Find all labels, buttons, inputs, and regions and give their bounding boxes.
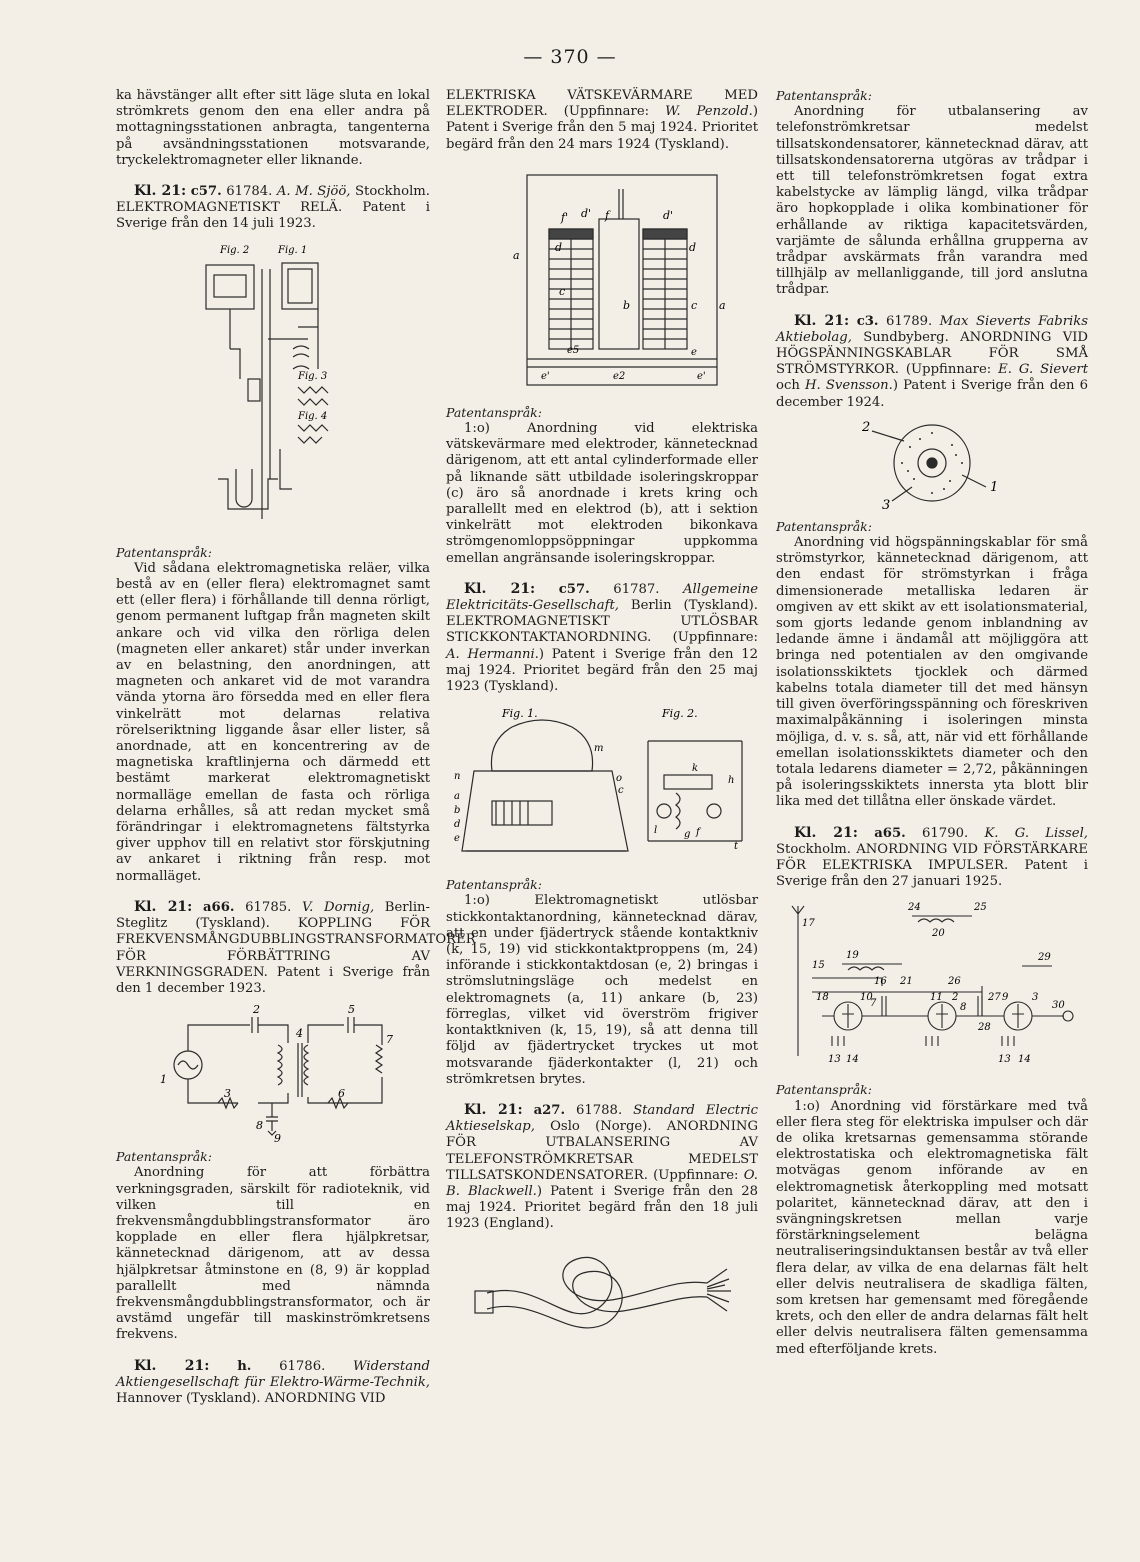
intro-paragraph: ka hävstänger allt efter sitt läge sluta en lokal strömkrets genom den ena eller andra på mottagningsstationen anbragta, tangenterna på avsändningsstationen motsvarande, tryckelektromagneter eller liknande. [116, 88, 430, 168]
fig-label: 19 [846, 950, 859, 962]
fig-label: 26 [948, 976, 961, 988]
fig-label: 6 [338, 1087, 345, 1101]
fig-label: 11 [930, 992, 943, 1004]
fig-label: 13 [998, 1054, 1011, 1066]
fig-label: 16 [874, 976, 887, 988]
fig-label: 4 [296, 1027, 303, 1041]
entry-title: Kl. 21: c57. 61784. A. M. Sjöö, Stockholm. ELEKTROMAGNETISKT RELÄ. Patent i Sverige från den 14 juli 1923. [116, 183, 430, 232]
claim-text: Anordning för utbalansering av telefonströmkretsar medelst tillsatskondensatorer, kännetecknad därav, att tillsatskondensatorerna utgöras av trådpar i ett till telefonströmkretsen fogat extra kabelstycke av lämplig längd, vilka trådpar äro hopkopplade i olika kombinationer för erhållande av riktiga kapacitetsvärden, varjämte de sålunda erhållna grupperna av trådpar avskärmats från varandra med tillhjälp av mellanliggande, till jord anslutna trådpar. [776, 104, 1088, 298]
fig-label: f [605, 208, 610, 222]
fig-label: c [618, 785, 624, 797]
fig-label: 14 [1018, 1054, 1031, 1066]
fig-label: n [454, 771, 461, 783]
fig-label: 3 [882, 497, 891, 513]
fig-label: e5 [567, 344, 580, 356]
fig-label: d' [663, 208, 674, 222]
fig-label: Fig. 2. [662, 707, 698, 721]
fig-label: e2 [613, 370, 626, 382]
fig-label: 2 [862, 419, 871, 435]
patent-entry-61789 [776, 313, 1088, 811]
entry-title: Kl. 21: c3. 61789. Max Sieverts Fabriks Aktiebolag, Sundbyberg. ANORDNING VID HÖGSPÄNNINGSKABLAR FÖR SMÅ STRÖMSTYRKOR. (Uppfinnare: E. G. Sievert och H. Svensson.) Patent i Sverige från den 6 december 1924. [776, 312, 1088, 410]
patent-entry-61788 [446, 1102, 758, 1339]
fig-label: 2 [952, 992, 959, 1004]
patent-entry-61785 [116, 898, 476, 1344]
entry-title: Kl. 21: a65. 61790. K. G. Lissel, Stockholm. ANORDNING VID FÖRSTÄRKARE FÖR ELEKTRISKA IMPULSER. Patent i Sverige från den 27 januari 1925. [776, 824, 1088, 890]
fig-label: 28 [978, 1022, 991, 1034]
fig-label: 21 [900, 976, 913, 988]
fig-label: b [623, 298, 631, 312]
fig-label: b [454, 805, 461, 817]
claims-heading: Patentanspråk: [776, 518, 872, 534]
fig-label: 17 [802, 918, 815, 930]
fig-label: Fig. 2 [220, 244, 250, 256]
fig-label: 3 [1032, 992, 1039, 1004]
fig-label: 8 [256, 1119, 263, 1133]
entry-title: Kl. 21: a66. 61785. V. Dornig, Berlin-Steglitz (Tyskland). KOPPLING FÖR FREKVENSMÅNGDUBBLINGSTRANSFORMATORER FÖR FÖRBÄTTRING AV VERKNINGSGRADEN. Patent i Sverige från den 1 december 1923. [116, 898, 476, 996]
column-middle [446, 88, 758, 1345]
fig-label: g [684, 829, 691, 841]
fig-label: 20 [932, 928, 945, 940]
fig-label: d' [581, 206, 592, 220]
cable-figure [467, 1239, 737, 1339]
claims-heading: Patentanspråk: [776, 1082, 872, 1098]
claim-text: Vid sådana elektromagnetiska reläer, vilka bestå av en (eller flera) elektromagnet samt ett (eller flera) i förhållande till denna rörligt, genom permanent luftgap från magneten skilt ankare och vid vilka den rörliga delen (magneten eller ankaret) står under inverkan av en belastning, den anordningen, att magneten och ankaret vid de mot varandra vända ytorna äro försedda med en eller flera vinkelrätt mot delarnas relativa rörelseriktning liggande åsar eller lister, så anordnade, att en koncentrering av de magnetiska kraftlinjerna och därmedd ett bestämt markerat elektromagnetiskt normalläge emellan de fasta och rörliga delarna erhålles, så att redan mycket små förändringar i elektromagnetens fältstyrka giver upphov till en relativt stor förskjutning av ankaret i riktning från resp. mot normalläget. [116, 560, 430, 884]
fig-label: 1 [160, 1073, 167, 1087]
fig-label: Fig. 1. [502, 707, 538, 721]
column-left [116, 88, 476, 1407]
fig-label: 27 [988, 992, 1001, 1004]
fig-label: t [734, 841, 739, 853]
fig-label: 3 [224, 1087, 231, 1101]
fig-label: d [689, 240, 697, 254]
patent-entry-61784 [116, 183, 430, 885]
fig-label: Fig. 4 [298, 410, 328, 422]
water-heater-figure [477, 159, 727, 399]
fig-label: k [692, 763, 699, 775]
fig-label: Fig. 3 [298, 370, 328, 382]
fig-label: a [719, 298, 726, 312]
claim-text: 1:o) Anordning vid förstärkare med två eller flera steg för elektriska impulser och där de olika kretsarnas gemensamma störande elektrostatiska och elektromagnetiska fält motvägas genom införande av en elektromagnetisk återkoppling med motsatt polaritet, kännetecknad därav, att den i svängningskretsen mellan varje förstärkningselement belägna neutraliseringsinduktansen består av två eller flera delar, av vilka de ena delarnas fält helt eller delvis neutralisera de skadliga fälten, som kretsen har gemensamt med föregående krets, och den eller de andra delarnas fält helt eller delvis neutralisera fälten gemensamma med efterföljande krets. [776, 1098, 1088, 1357]
fig-label: c [691, 298, 698, 312]
patent-entry-61790 [776, 825, 1088, 1358]
fig-label: Fig. 1 [278, 244, 308, 256]
patent-entry-61786 [116, 1358, 430, 1408]
entry-title: Kl. 21: h. 61786. Widerstand Aktiengesellschaft für Elektro-Wärme-Technik, Hannover (Tyskland). ANORDNING VID [116, 1357, 430, 1406]
column-right [776, 88, 1088, 1358]
fig-label: 7 [386, 1033, 393, 1047]
claims-heading: Patentanspråk: [446, 877, 542, 893]
fig-label: 2 [253, 1003, 260, 1017]
fig-label: 8 [960, 1002, 967, 1014]
fig-label: f' [561, 210, 569, 224]
fig-label: f [696, 827, 700, 839]
fig-label: 29 [1038, 952, 1051, 964]
entry-title: Kl. 21: c57. 61787. Allgemeine Elektricitäts-Gesellschaft, Berlin (Tyskland). ELEKTROMAGNETISKT UTLÖSBAR STICKKONTAKTANORDNING. (Uppfinnare: A. Hermanni.) Patent i Sverige från den 12 maj 1924. Prioritet begärd från den 25 maj 1923 (Tyskland). [446, 580, 759, 695]
fig-label: d [454, 819, 461, 831]
page-number: — 370 — [523, 46, 617, 68]
relay-figure [198, 239, 348, 539]
fig-label: 7 [870, 998, 877, 1010]
fig-label: a [513, 248, 520, 262]
fig-label: 14 [846, 1054, 859, 1066]
circuit-figure [148, 1003, 398, 1143]
fig-label: l [654, 825, 658, 837]
fig-label: 1 [990, 479, 999, 495]
fig-label: 10 [860, 992, 873, 1004]
fig-label: 9 [1002, 992, 1009, 1004]
fig-label: 5 [348, 1003, 355, 1017]
fig-label: h [728, 775, 735, 787]
fig-label: m [594, 743, 604, 755]
fig-label: 18 [816, 992, 829, 1004]
fig-label: c [559, 284, 566, 298]
fig-label: e' [697, 370, 706, 382]
fig-label: 9 [274, 1132, 281, 1144]
entry-title: Kl. 21: a27. 61788. Standard Electric Aktieselskap, Oslo (Norge). ANORDNING FÖR UTBALANSERING AV TELEFONSTRÖMKRETSAR MEDELST TILLSATSKONDENSATORER. (Uppfinnare: O. B. Blackwell.) Patent i Sverige från den 28 maj 1924. Prioritet begärd från den 18 juli 1923 (England). [446, 1101, 758, 1232]
plug-figure [452, 701, 752, 871]
claim-text: 1:o) Elektromagnetiskt utlösbar stickkontaktanordning, kännetecknad därav, att en under fjädertryck stående kontaktkniv (k, 15, 19) vid stickkontaktproppens (m, 24) införande i stickkontaktdosan (e, 2) bringas i strömslutningsläge och medelst en elektromagnets (a, 11) ankare (b, 23) förreglas, vilket vid överström frigiver kontaktkniven (k, 15, 19), så att denna till följd av fjädertrycket tryckes ut mot motsvarande fjäderkontakter (l, 21) och strömkretsen brytes. [446, 893, 758, 1087]
patent-entry-61787 [446, 581, 758, 1088]
fig-label: 13 [828, 1054, 841, 1066]
claims-heading: Patentanspråk: [116, 544, 212, 560]
fig-label: e [454, 833, 460, 845]
claims-heading: Patentanspråk: [116, 1149, 212, 1165]
fig-label: 25 [974, 902, 987, 914]
continued-entry: ELEKTRISKA VÄTSKEVÄRMARE MED ELEKTRODER. (Uppfinnare: W. Penzold.) Patent i Sverige från den 5 maj 1924. Prioritet begärd från den 24 mars 1924 (Tyskland). [446, 88, 758, 152]
fig-label: d [555, 240, 563, 254]
claims-heading: Patentanspråk: [446, 404, 542, 420]
fig-label: 30 [1052, 1000, 1065, 1012]
fig-label: 15 [812, 960, 825, 972]
fig-label: e' [541, 370, 550, 382]
amplifier-figure [782, 896, 1082, 1076]
cable-section-figure [852, 417, 1012, 513]
fig-label: e [691, 346, 697, 358]
claim-text: Anordning för att förbättra verkningsgraden, särskilt för radioteknik, vid vilken till en frekvensmångdubblingstransformator äro kopplade en eller flera hjälpkretsar, kännetecknad därigenom, att av dessa hjälpkretsar åtminstone en (8, 9) är kopplad parallellt med nämnda frekvensmångdubblingstransformator, och är avstämd ungefär till maskinströmkretsens frekvens. [116, 1165, 430, 1343]
fig-label: 24 [908, 902, 921, 914]
claim-text: Anordning vid högspänningskablar för små strömstyrkor, kännetecknad därigenom, att den endast för strömstyrkan i fråga dimensionerade metalliska ledaren är omgiven av ett skikt av ett isolationsmaterial, som gjorts ledande genom inblandning av ledande ämne i ändamål att möjliggöra att bringa ned potentialen av den omgivande isolationsskiktets tjocklek och därmed kabelns totala diameter till det med hänsyn till given överföringsspänning och föreskriven maximalpåkänning i isoleringen minsta möjliga, d. v. s. så, att, när vid ett förhållande emellan isolationsskiktets diameter och den totala ledarens diameter = 2,72, påkänningen på isoleringsskiktets innersta yta blott blir lika med det tillåtna eller önskade värdet. [776, 535, 1088, 810]
claim-text: 1:o) Anordning vid elektriska vätskevärmare med elektroder, kännetecknad därigenom, att ett antal cylinderformade eller på liknande sätt utbildade isoleringskroppar (c) äro så anordnade i krets kring och parallellt med en elektrod (b), att i sektion vinkelrätt mot elektroden bikonkava strömgenomloppsöppningar uppkomma emellan angränsande isoleringskroppar. [446, 421, 758, 566]
fig-label: a [454, 791, 460, 803]
fig-label: o [616, 773, 623, 785]
claims-heading: Patentanspråk: [776, 88, 872, 103]
